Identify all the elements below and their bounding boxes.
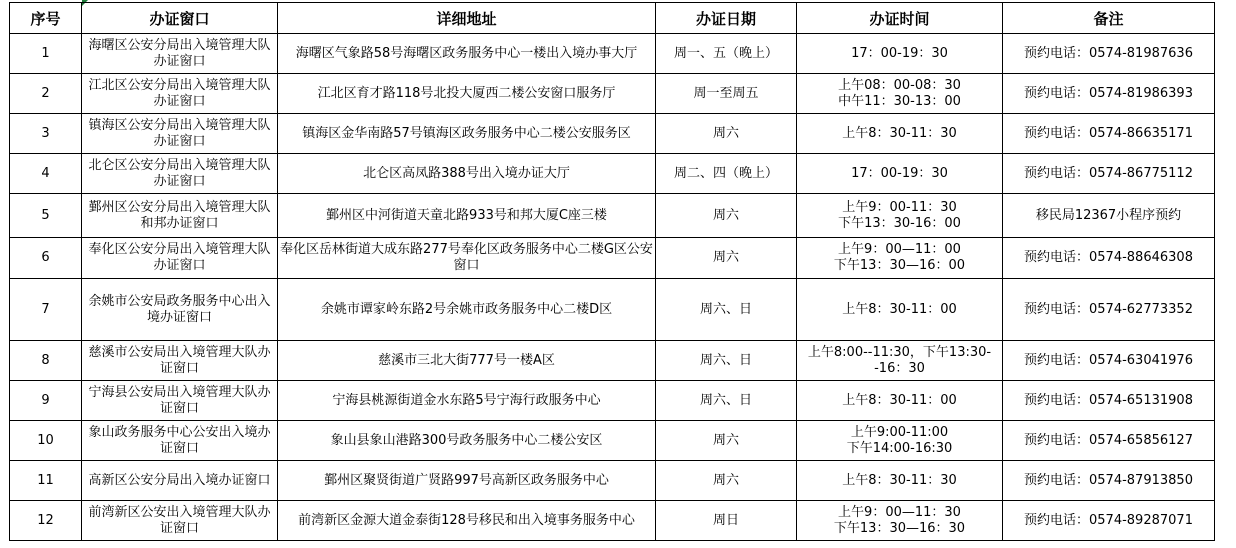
- note-cell[interactable]: 预约电话：0574-89287071: [1003, 501, 1215, 541]
- table-row: [10, 279, 1215, 341]
- date-cell[interactable]: 周六: [656, 421, 797, 461]
- time-line: 上午8：30-11：30: [842, 472, 957, 488]
- note-cell[interactable]: 预约电话：0574-81987636: [1003, 34, 1215, 74]
- time-line: 上午8：30-11：00: [842, 301, 957, 317]
- time-cell[interactable]: [797, 381, 1003, 421]
- time-cell[interactable]: [797, 154, 1003, 194]
- note-cell[interactable]: 预约电话：0574-65131908: [1003, 381, 1215, 421]
- address-cell[interactable]: 鄞州区聚贤街道广贤路997号高新区政务服务中心: [278, 461, 656, 501]
- table-row: [10, 341, 1215, 381]
- window-cell[interactable]: 江北区公安分局出入境管理大队办证窗口: [82, 74, 278, 114]
- table-row: [10, 74, 1215, 114]
- note-cell[interactable]: 预约电话：0574-81986393: [1003, 74, 1215, 114]
- header-window[interactable]: 办证窗口: [82, 3, 278, 34]
- window-cell[interactable]: 象山政务服务中心公安出入境办证窗口: [82, 421, 278, 461]
- time-line: 下午14:00-16:30: [846, 440, 953, 456]
- time-line: 下午13：30—16：00: [833, 258, 966, 273]
- time-line: 上午8:00--11:30，下午13:30--16：30: [807, 344, 992, 376]
- row-number-cell[interactable]: 4: [10, 154, 82, 194]
- row-number-cell[interactable]: 9: [10, 381, 82, 421]
- header-no[interactable]: 序号: [10, 3, 82, 34]
- date-cell[interactable]: 周日: [656, 501, 797, 541]
- time-line: 上午08：00-08：30: [838, 77, 961, 93]
- time-line: 上午9：00—11：00: [838, 242, 961, 257]
- time-cell[interactable]: [797, 341, 1003, 381]
- time-line: 下午13：30—16：30: [833, 520, 966, 536]
- row-number-cell[interactable]: 6: [10, 238, 82, 279]
- window-cell[interactable]: 镇海区公安分局出入境管理大队办证窗口: [82, 114, 278, 154]
- header-address[interactable]: 详细地址: [278, 3, 656, 34]
- note-cell[interactable]: 移民局12367小程序预约: [1003, 194, 1215, 238]
- address-cell[interactable]: 海曙区气象路58号海曙区政务服务中心一楼出入境办事大厅: [278, 34, 656, 74]
- table-row: [10, 34, 1215, 74]
- row-number-cell[interactable]: 8: [10, 341, 82, 381]
- table-row: [10, 238, 1215, 279]
- row-number-cell[interactable]: 3: [10, 114, 82, 154]
- row-number-cell[interactable]: 10: [10, 421, 82, 461]
- address-cell[interactable]: 江北区育才路118号北投大厦西二楼公安窗口服务厅: [278, 74, 656, 114]
- note-cell[interactable]: 预约电话：0574-62773352: [1003, 279, 1215, 341]
- table-row: [10, 381, 1215, 421]
- table-row: [10, 154, 1215, 194]
- window-cell[interactable]: 前湾新区公安出入境管理大队办证窗口: [82, 501, 278, 541]
- time-cell[interactable]: [797, 194, 1003, 238]
- row-number-cell[interactable]: 2: [10, 74, 82, 114]
- time-cell[interactable]: [797, 114, 1003, 154]
- address-cell[interactable]: 象山县象山港路300号政务服务中心二楼公安区: [278, 421, 656, 461]
- note-cell[interactable]: 预约电话：0574-87913850: [1003, 461, 1215, 501]
- time-line: 17：00-19：30: [851, 45, 948, 61]
- time-line: 上午9：00—11：30: [838, 504, 961, 520]
- address-cell[interactable]: 宁海县桃源街道金水东路5号宁海行政服务中心: [278, 381, 656, 421]
- time-line: 上午9：00-11：30: [842, 199, 957, 215]
- address-cell[interactable]: 前湾新区金源大道金泰街128号移民和出入境事务服务中心: [278, 501, 656, 541]
- note-cell[interactable]: 预约电话：0574-88646308: [1003, 238, 1215, 279]
- header-row: [10, 3, 1215, 34]
- window-cell[interactable]: 高新区公安分局出入境办证窗口: [82, 461, 278, 501]
- time-cell[interactable]: [797, 74, 1003, 114]
- header-note[interactable]: 备注: [1003, 3, 1215, 34]
- note-cell[interactable]: 预约电话：0574-86775112: [1003, 154, 1215, 194]
- address-cell[interactable]: 慈溪市三北大街777号一楼A区: [278, 341, 656, 381]
- window-cell[interactable]: 奉化区公安分局出入境管理大队办证窗口: [82, 238, 278, 279]
- date-cell[interactable]: 周六、日: [656, 341, 797, 381]
- address-cell[interactable]: 余姚市谭家岭东路2号余姚市政务服务中心二楼D区: [278, 279, 656, 341]
- window-cell[interactable]: 鄞州区公安分局出入境管理大队和邦办证窗口: [82, 194, 278, 238]
- address-cell[interactable]: 北仑区高凤路388号出入境办证大厅: [278, 154, 656, 194]
- address-cell[interactable]: 镇海区金华南路57号镇海区政务服务中心二楼公安服务区: [278, 114, 656, 154]
- time-line: 上午9:00-11:00: [850, 424, 949, 440]
- row-number-cell[interactable]: 1: [10, 34, 82, 74]
- date-cell[interactable]: 周一至周五: [656, 74, 797, 114]
- row-number-cell[interactable]: 11: [10, 461, 82, 501]
- address-cell[interactable]: 鄞州区中河街道天童北路933号和邦大厦C座三楼: [278, 194, 656, 238]
- date-cell[interactable]: 周六: [656, 461, 797, 501]
- table-row: [10, 501, 1215, 541]
- date-cell[interactable]: 周六: [656, 194, 797, 238]
- date-cell[interactable]: 周六: [656, 238, 797, 279]
- window-cell[interactable]: 余姚市公安局政务服务中心出入境办证窗口: [82, 279, 278, 341]
- table-row: [10, 114, 1215, 154]
- note-cell[interactable]: 预约电话：0574-86635171: [1003, 114, 1215, 154]
- header-time[interactable]: 办证时间: [797, 3, 1003, 34]
- date-cell[interactable]: 周六、日: [656, 279, 797, 341]
- row-number-cell[interactable]: 7: [10, 279, 82, 341]
- window-cell[interactable]: 慈溪市公安局出入境管理大队办证窗口: [82, 341, 278, 381]
- note-cell[interactable]: 预约电话：0574-63041976: [1003, 341, 1215, 381]
- permit-window-table: [9, 2, 1215, 541]
- window-cell[interactable]: 宁海县公安局出入境管理大队办证窗口: [82, 381, 278, 421]
- header-date[interactable]: 办证日期: [656, 3, 797, 34]
- date-cell[interactable]: 周一、五（晚上）: [656, 34, 797, 74]
- time-cell[interactable]: [797, 238, 1003, 279]
- time-cell[interactable]: [797, 279, 1003, 341]
- time-line: 下午13：30-16：00: [838, 215, 961, 231]
- window-cell[interactable]: 海曙区公安分局出入境管理大队办证窗口: [82, 34, 278, 74]
- time-line: 17：00-19：30: [851, 165, 948, 181]
- date-cell[interactable]: 周六: [656, 114, 797, 154]
- row-number-cell[interactable]: 5: [10, 194, 82, 238]
- time-cell[interactable]: [797, 501, 1003, 541]
- table-row: [10, 421, 1215, 461]
- note-cell[interactable]: 预约电话：0574-65856127: [1003, 421, 1215, 461]
- row-number-cell[interactable]: 12: [10, 501, 82, 541]
- time-line: 上午8：30-11：30: [842, 125, 957, 141]
- window-cell[interactable]: 北仑区公安分局出入境管理大队办证窗口: [82, 154, 278, 194]
- address-cell[interactable]: 奉化区岳林街道大成东路277号奉化区政务服务中心二楼G区公安窗口: [278, 238, 656, 279]
- date-cell[interactable]: 周二、四（晚上）: [656, 154, 797, 194]
- table-row: [10, 461, 1215, 501]
- time-cell[interactable]: [797, 421, 1003, 461]
- time-cell[interactable]: [797, 461, 1003, 501]
- time-line: 上午8：30-11：00: [842, 392, 957, 408]
- time-line: 中午11：30-13：00: [838, 93, 961, 109]
- table-row: [10, 194, 1215, 238]
- date-cell[interactable]: 周六、日: [656, 381, 797, 421]
- time-cell[interactable]: [797, 34, 1003, 74]
